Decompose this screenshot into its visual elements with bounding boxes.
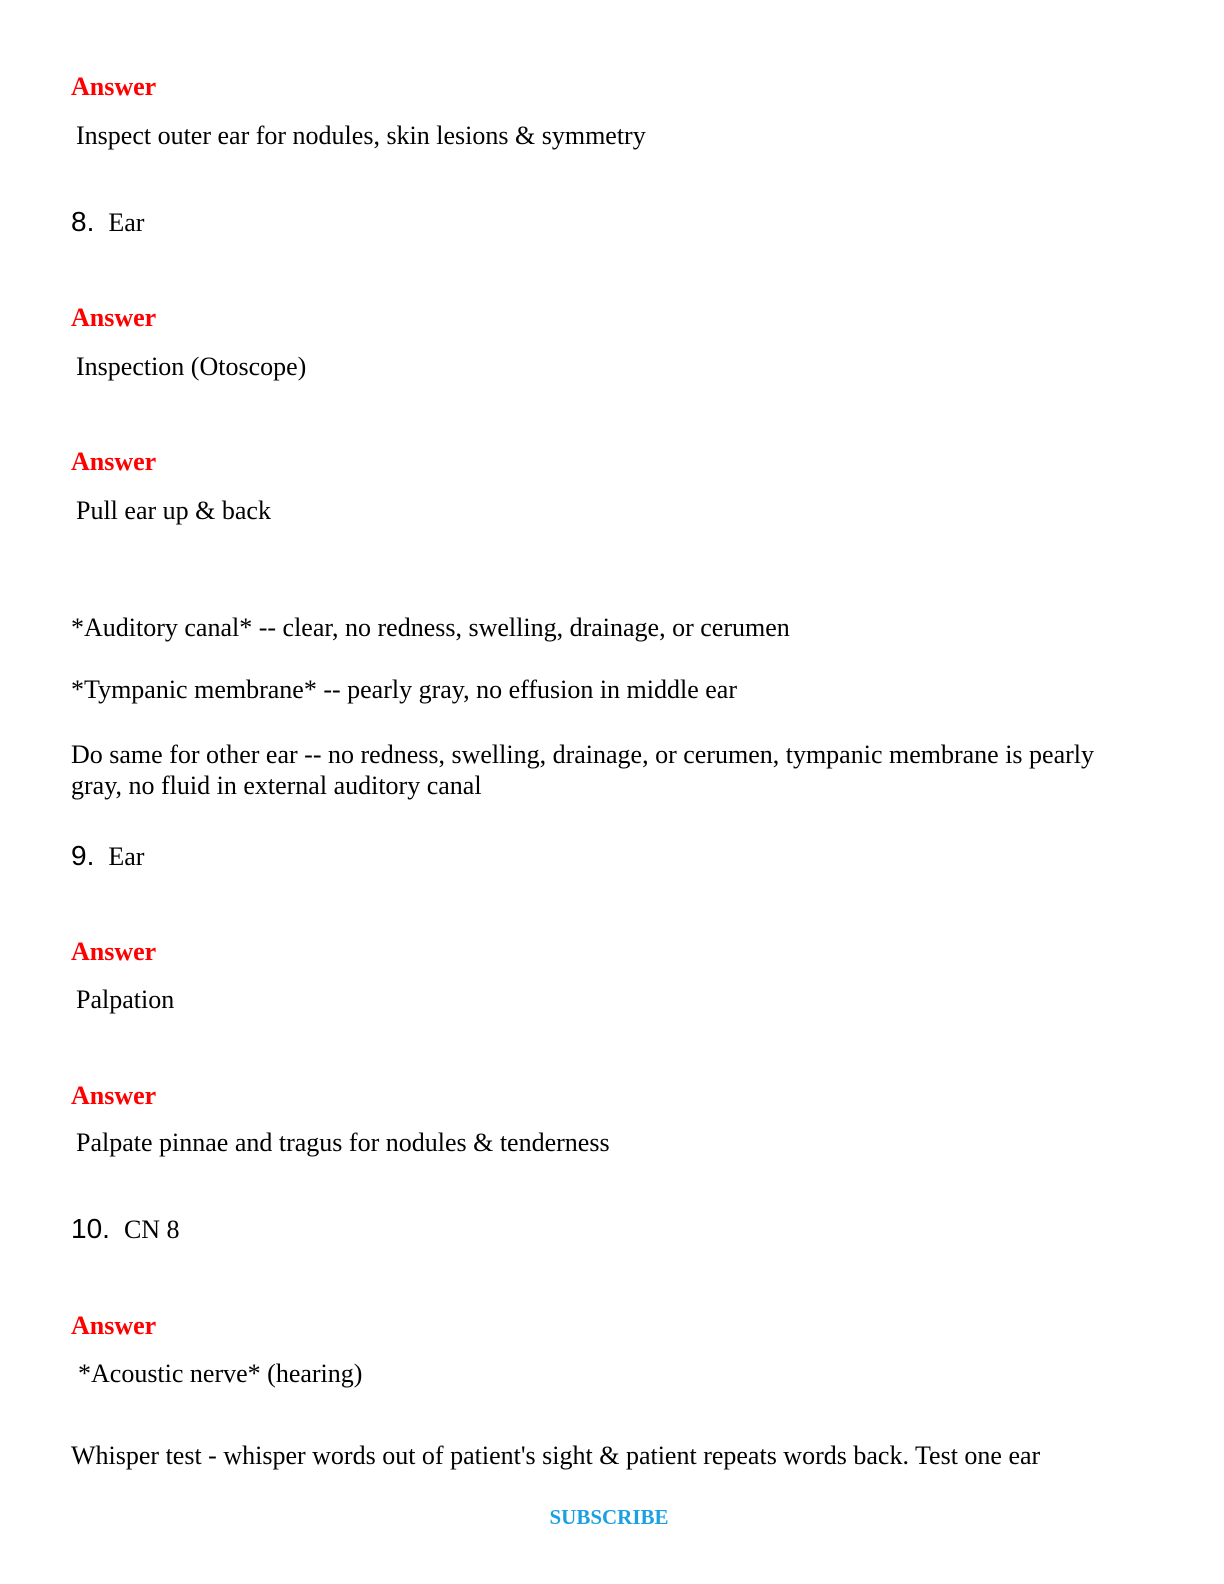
answer-text: Palpate pinnae and tragus for nodules & tenderness — [76, 1128, 610, 1157]
question-number: 8. — [71, 206, 95, 237]
question-8 — [71, 206, 144, 238]
answer-text: *Acoustic nerve* (hearing) — [78, 1359, 363, 1388]
question-number: 9. — [71, 840, 95, 871]
note-other-ear: Do same for other ear -- no redness, swelling, drainage, or cerumen, tympanic membrane is pearly gray, no fluid in external auditory canal — [71, 740, 1095, 800]
question-title: CN 8 — [123, 1215, 180, 1244]
question-10 — [71, 1213, 180, 1245]
answer-label: Answer — [71, 1311, 157, 1340]
answer-text: Palpation — [76, 985, 175, 1014]
answer-label: Answer — [71, 447, 157, 476]
question-title: Ear — [108, 208, 145, 237]
question-9 — [71, 840, 144, 872]
answer-label: Answer — [71, 1081, 157, 1110]
note-auditory-canal: *Auditory canal* -- clear, no redness, swelling, drainage, or cerumen — [71, 613, 790, 642]
answer-label: Answer — [71, 72, 157, 101]
subscribe-link[interactable]: SUBSCRIBE — [549, 1505, 669, 1529]
answer-text: Pull ear up & back — [76, 496, 271, 525]
answer-label: Answer — [71, 937, 157, 966]
whisper-test-text: Whisper test - whisper words out of patient's sight & patient repeats words back. Test one ear — [71, 1441, 1041, 1470]
answer-text: Inspect outer ear for nodules, skin lesions & symmetry — [76, 121, 646, 150]
question-title: Ear — [108, 842, 145, 871]
question-number: 10. — [71, 1213, 110, 1244]
note-tympanic-membrane: *Tympanic membrane* -- pearly gray, no effusion in middle ear — [71, 675, 738, 704]
answer-label: Answer — [71, 303, 157, 332]
answer-text: Inspection (Otoscope) — [76, 352, 307, 381]
